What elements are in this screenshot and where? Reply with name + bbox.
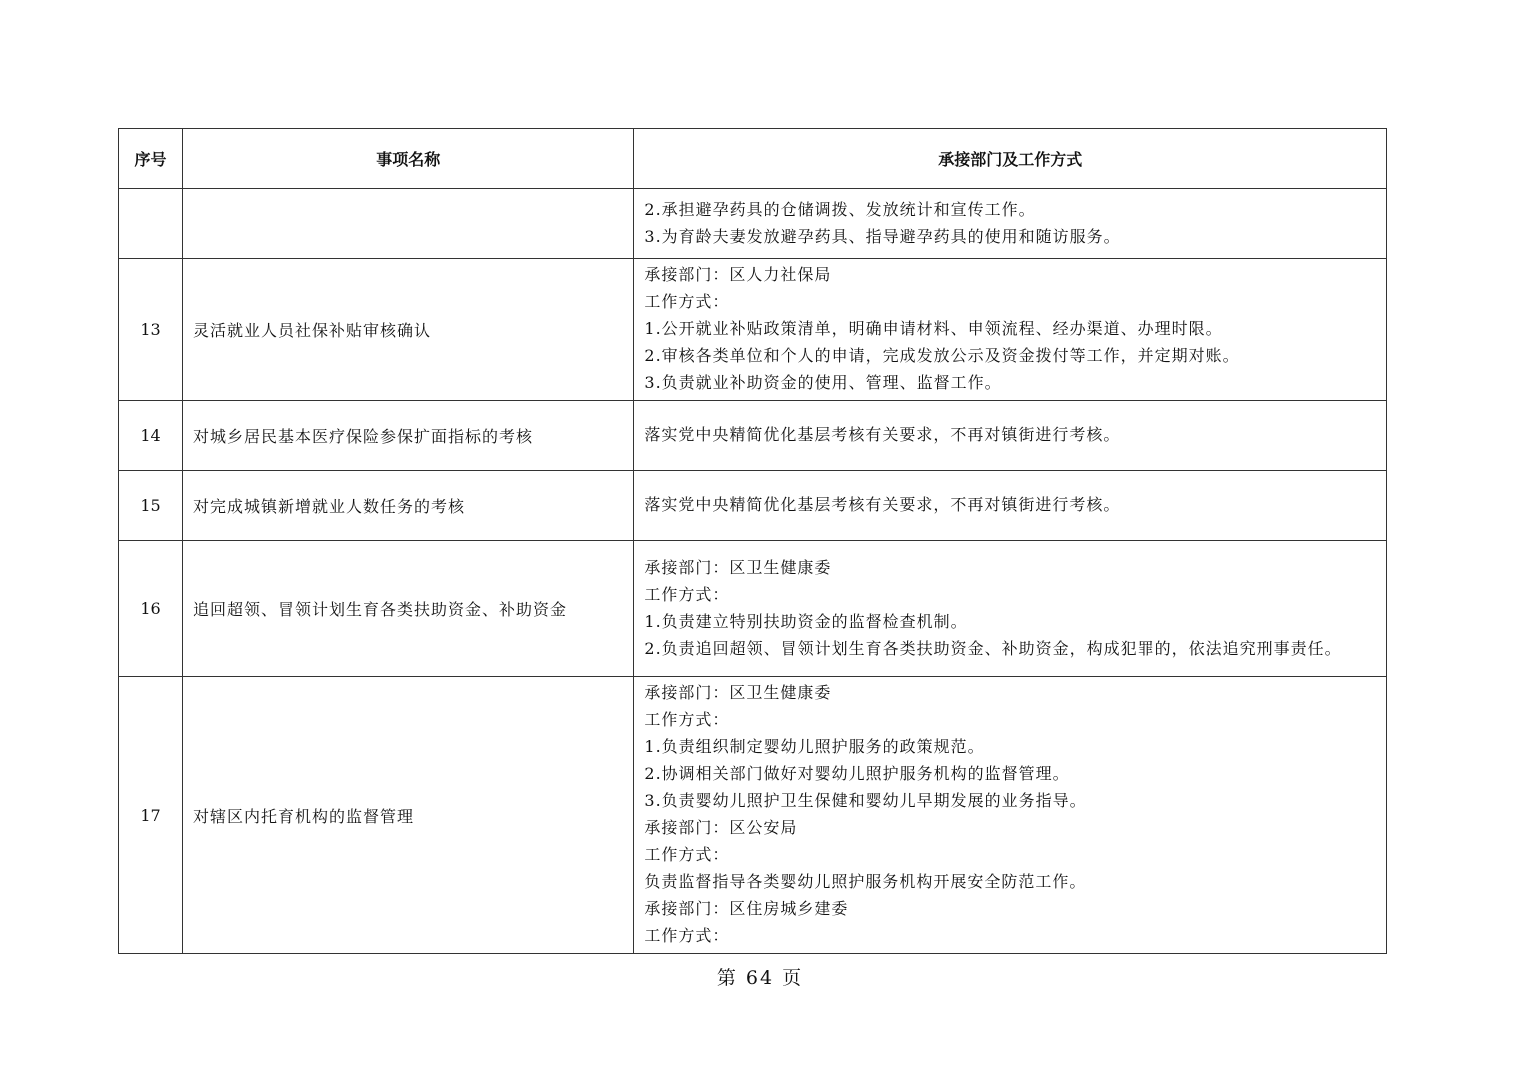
row-dept-method	[634, 189, 1387, 259]
row-seq	[119, 189, 183, 259]
row-dept-method	[634, 541, 1387, 677]
dept-line: 工作方式：	[644, 845, 730, 864]
header-item-name: 事项名称	[183, 129, 634, 189]
dept-line: 承接部门：区人力社保局	[644, 265, 832, 284]
dept-line: 承接部门：区卫生健康委	[644, 557, 832, 577]
table-body	[119, 189, 1387, 954]
dept-line: 2.负责追回超领、冒领计划生育各类扶助资金、补助资金，构成犯罪的，依法追究刑事责任。	[644, 638, 1342, 658]
row-seq: 17	[119, 677, 183, 954]
row-dept-method	[634, 259, 1387, 401]
dept-line: 2.承担避孕药具的仓储调拨、发放统计和宣传工作。	[644, 199, 1036, 219]
table-row	[119, 401, 1387, 471]
row-item-name: 灵活就业人员社保补贴审核确认	[183, 259, 634, 401]
table-header-row	[119, 129, 1387, 189]
dept-line: 负责监督指导各类婴幼儿照护服务机构开展安全防范工作。	[644, 872, 1087, 891]
row-seq: 14	[119, 401, 183, 471]
dept-line: 2.协调相关部门做好对婴幼儿照护服务机构的监督管理。	[644, 764, 1070, 783]
dept-line: 承接部门：区住房城乡建委	[644, 899, 849, 918]
row-dept-method	[634, 471, 1387, 541]
dept-line: 落实党中央精简优化基层考核有关要求，不再对镇街进行考核。	[644, 495, 1121, 514]
row-item-name: 对完成城镇新增就业人数任务的考核	[183, 471, 634, 541]
table-row	[119, 541, 1387, 677]
row-item-name	[183, 189, 634, 259]
row-item-name: 追回超领、冒领计划生育各类扶助资金、补助资金	[183, 541, 634, 677]
dept-line: 工作方式：	[644, 584, 730, 604]
row-item-name: 对辖区内托育机构的监督管理	[183, 677, 634, 954]
dept-line: 工作方式：	[644, 292, 730, 311]
row-seq: 16	[119, 541, 183, 677]
dept-line: 承接部门：区卫生健康委	[644, 683, 832, 702]
dept-line: 3.为育龄夫妻发放避孕药具、指导避孕药具的使用和随访服务。	[644, 226, 1121, 246]
dept-line: 1.负责建立特别扶助资金的监督检查机制。	[644, 611, 968, 631]
page-number: 第 64 页	[716, 967, 804, 989]
table-row	[119, 189, 1387, 259]
row-item-name: 对城乡居民基本医疗保险参保扩面指标的考核	[183, 401, 634, 471]
matters-table	[118, 128, 1387, 954]
dept-line: 3.负责就业补助资金的使用、管理、监督工作。	[644, 373, 1002, 392]
row-dept-method	[634, 677, 1387, 954]
dept-line: 1.公开就业补贴政策清单，明确申请材料、申领流程、经办渠道、办理时限。	[644, 319, 1223, 338]
row-dept-method	[634, 401, 1387, 471]
dept-line: 2.审核各类单位和个人的申请，完成发放公示及资金拨付等工作，并定期对账。	[644, 346, 1240, 365]
header-seq: 序号	[119, 129, 183, 189]
dept-line: 工作方式：	[644, 926, 730, 945]
dept-line: 承接部门：区公安局	[644, 818, 798, 837]
header-dept-method: 承接部门及工作方式	[634, 129, 1387, 189]
dept-line: 工作方式：	[644, 710, 730, 729]
table-row	[119, 677, 1387, 954]
row-seq: 15	[119, 471, 183, 541]
dept-line: 落实党中央精简优化基层考核有关要求，不再对镇街进行考核。	[644, 425, 1121, 444]
row-seq: 13	[119, 259, 183, 401]
dept-line: 1.负责组织制定婴幼儿照护服务的政策规范。	[644, 737, 985, 756]
table-row	[119, 471, 1387, 541]
table-row	[119, 259, 1387, 401]
dept-line: 3.负责婴幼儿照护卫生保健和婴幼儿早期发展的业务指导。	[644, 791, 1087, 810]
